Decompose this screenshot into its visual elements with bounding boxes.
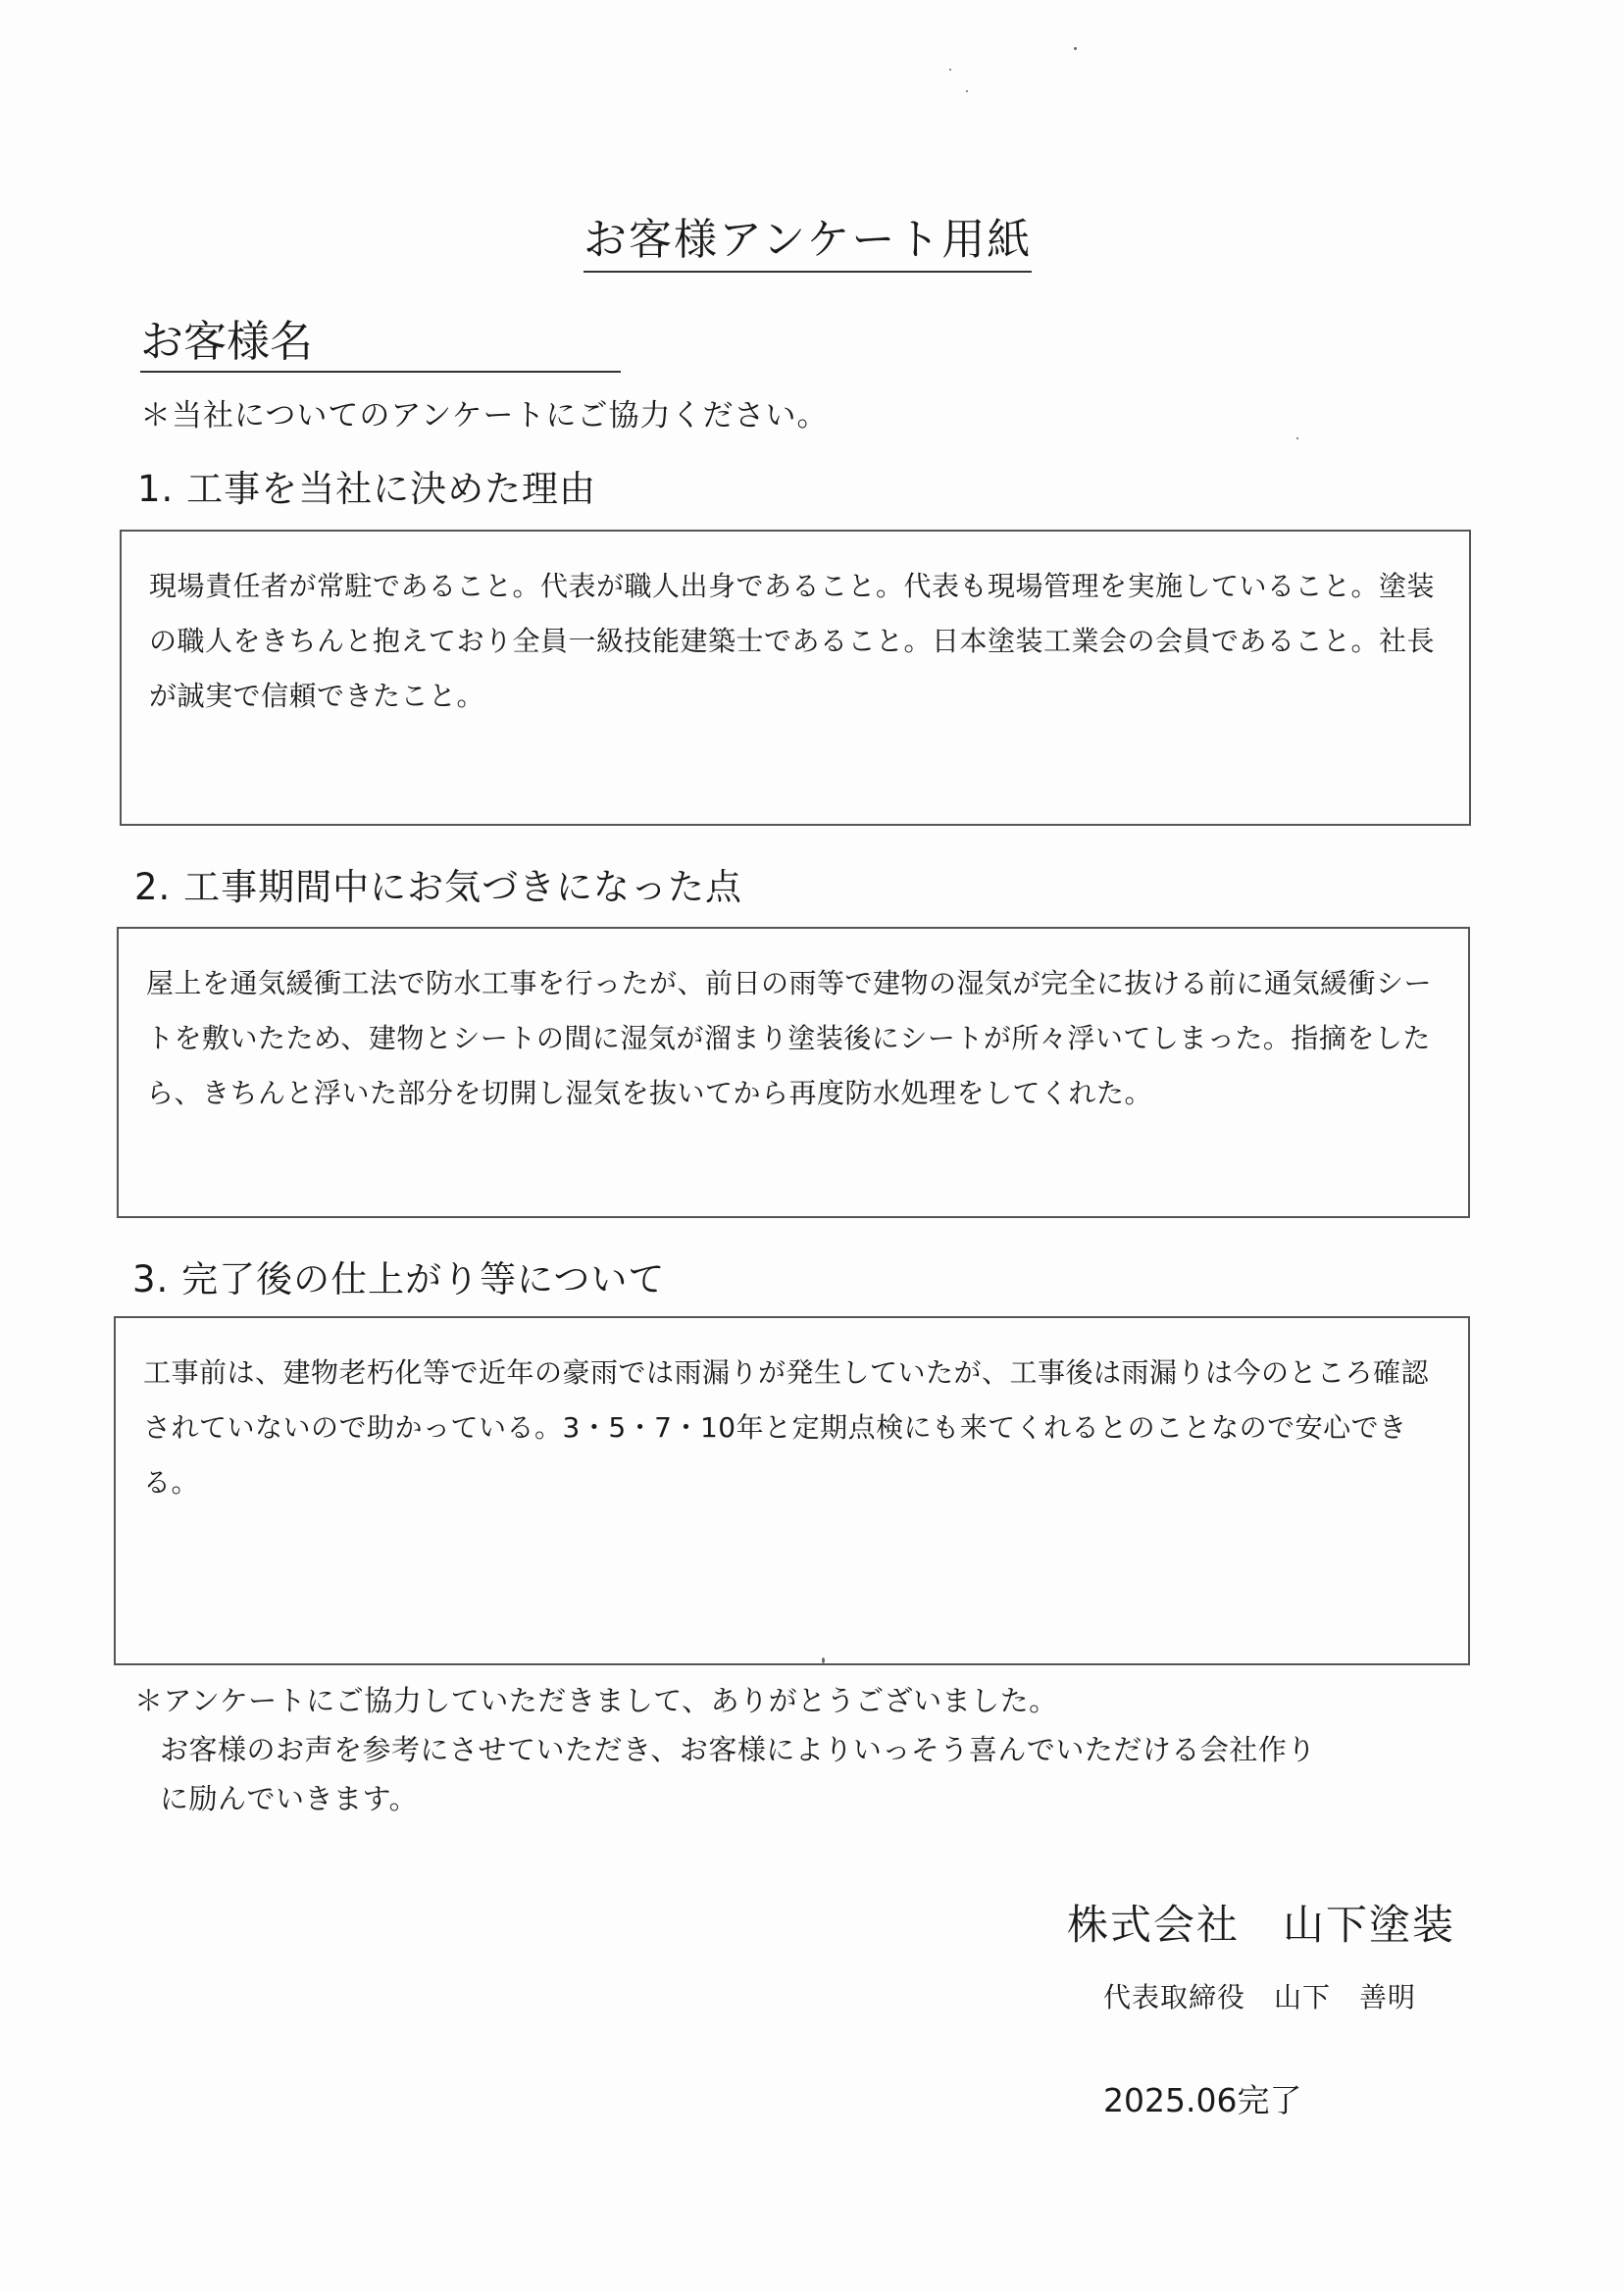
company-name: 株式会社 山下塗装 xyxy=(1067,1901,1456,1949)
closing-thanks: ＊アンケートにご協力していただきまして、ありがとうございました。 xyxy=(134,1684,1058,1717)
scan-speck xyxy=(1296,437,1298,439)
customer-name-label: お客様名 xyxy=(140,306,621,373)
question-1-heading: 1. 工事を当社に決めた理由 xyxy=(137,468,597,510)
closing-message-line-1: お客様のお声を参考にさせていただき、お客様によりいっそう喜んでいただける会社作り xyxy=(160,1733,1316,1766)
scan-speck xyxy=(949,69,951,71)
scan-speck xyxy=(966,90,968,92)
representative-name: 代表取締役 山下 善明 xyxy=(1103,1981,1417,2013)
question-3-answer: 工事前は、建物老朽化等で近年の豪雨では雨漏りが発生していたが、工事後は雨漏りは今のところ確認されていないので助かっている。3・5・7・10年と定期点検にも来てくれるとのことなので安心できる。 xyxy=(114,1316,1470,1665)
question-2-heading: 2. 工事期間中にお気づきになった点 xyxy=(134,866,743,908)
document-title: お客様アンケート用紙 xyxy=(584,204,1032,273)
intro-note: ＊当社についてのアンケートにご協力ください。 xyxy=(140,398,829,433)
scan-speck xyxy=(822,1657,825,1663)
question-1-answer: 現場責任者が常駐であること。代表が職人出身であること。代表も現場管理を実施していること。塗装の職人をきちんと抱えており全員一級技能建築士であること。日本塗装工業会の会員であること。社長が誠実で信頼できたこと。 xyxy=(120,530,1471,826)
completion-date: 2025.06完了 xyxy=(1103,2081,1302,2119)
closing-message-line-2: に励んでいきます。 xyxy=(160,1782,419,1815)
scan-speck xyxy=(1074,47,1077,50)
question-3-heading: 3. 完了後の仕上がり等について xyxy=(132,1258,666,1300)
question-2-answer: 屋上を通気緩衝工法で防水工事を行ったが、前日の雨等で建物の湿気が完全に抜ける前に通気緩衝シートを敷いたため、建物とシートの間に湿気が溜まり塗装後にシートが所々浮いてしまった。指摘をしたら、きちんと浮いた部分を切開し湿気を抜いてから再度防水処理をしてくれた。 xyxy=(117,927,1470,1218)
